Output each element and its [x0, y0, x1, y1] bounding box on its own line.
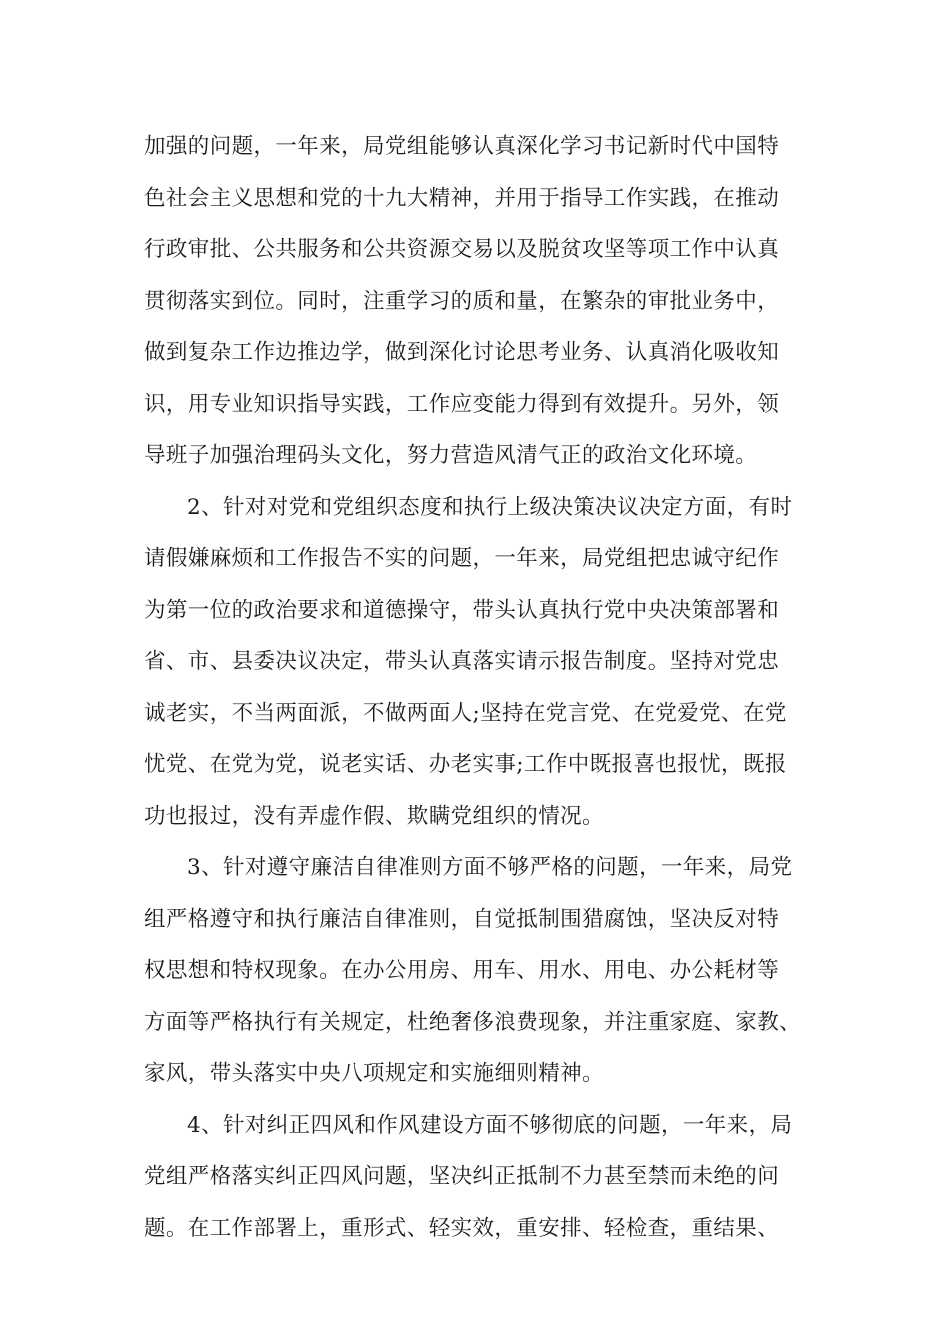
text-line: 加强的问题，一年来，局党组能够认真深化学习书记新时代中国特	[144, 134, 780, 159]
text-line: 忧党、在党为党，说老实话、办老实事;工作中既报喜也报忧，既报	[144, 752, 787, 777]
text-line: 色社会主义思想和党的十九大精神，并用于指导工作实践，在推动	[144, 185, 780, 211]
text-line: 做到复杂工作边推边学，做到深化讨论思考业务、认真消化吸收知	[144, 340, 780, 365]
text-line: 题。在工作部署上，重形式、轻实效，重安排、轻检查，重结果、	[144, 1215, 780, 1241]
text-line: 省、市、县委决议决定，带头认真落实请示报告制度。坚持对党忠	[144, 649, 780, 674]
text-line: 党组严格落实纠正四风问题，坚决纠正抵制不力甚至禁而未绝的问	[144, 1164, 780, 1189]
paragraph-start-line: 3、针对遵守廉洁自律准则方面不够严格的问题，一年来，局党	[187, 855, 793, 880]
text-line: 导班子加强治理码头文化，努力营造风清气正的政治文化环境。	[144, 443, 758, 468]
paragraph-start-line: 4、针对纠正四风和作风建设方面不够彻底的问题，一年来，局	[187, 1112, 793, 1138]
text-line: 功也报过，没有弄虚作假、欺瞒党组织的情况。	[144, 803, 604, 829]
text-line: 行政审批、公共服务和公共资源交易以及脱贫攻坚等项工作中认真	[144, 237, 780, 262]
text-line: 贯彻落实到位。同时，注重学习的质和量，在繁杂的审批业务中，	[144, 288, 780, 314]
text-line: 识，用专业知识指导实践，工作应变能力得到有效提升。另外，领	[144, 391, 780, 417]
text-line: 请假嫌麻烦和工作报告不实的问题，一年来，局党组把忠诚守纪作	[144, 546, 780, 571]
text-line: 权思想和特权现象。在办公用房、用车、用水、用电、办公耗材等	[144, 958, 780, 983]
text-line: 诚老实，不当两面派，不做两面人;坚持在党言党、在党爱党、在党	[144, 700, 787, 726]
document-body	[144, 130, 824, 1263]
paragraph-start-line: 2、针对对党和党组织态度和执行上级决策决议决定方面，有时	[187, 494, 793, 520]
text-line: 为第一位的政治要求和道德操守，带头认真执行党中央决策部署和	[144, 597, 780, 623]
text-line: 组严格遵守和执行廉洁自律准则，自觉抵制围猎腐蚀，坚决反对特	[144, 906, 780, 932]
text-line: 家风，带头落实中央八项规定和实施细则精神。	[144, 1061, 604, 1086]
text-line: 方面等严格执行有关规定，杜绝奢侈浪费现象，并注重家庭、家教、	[144, 1009, 802, 1035]
